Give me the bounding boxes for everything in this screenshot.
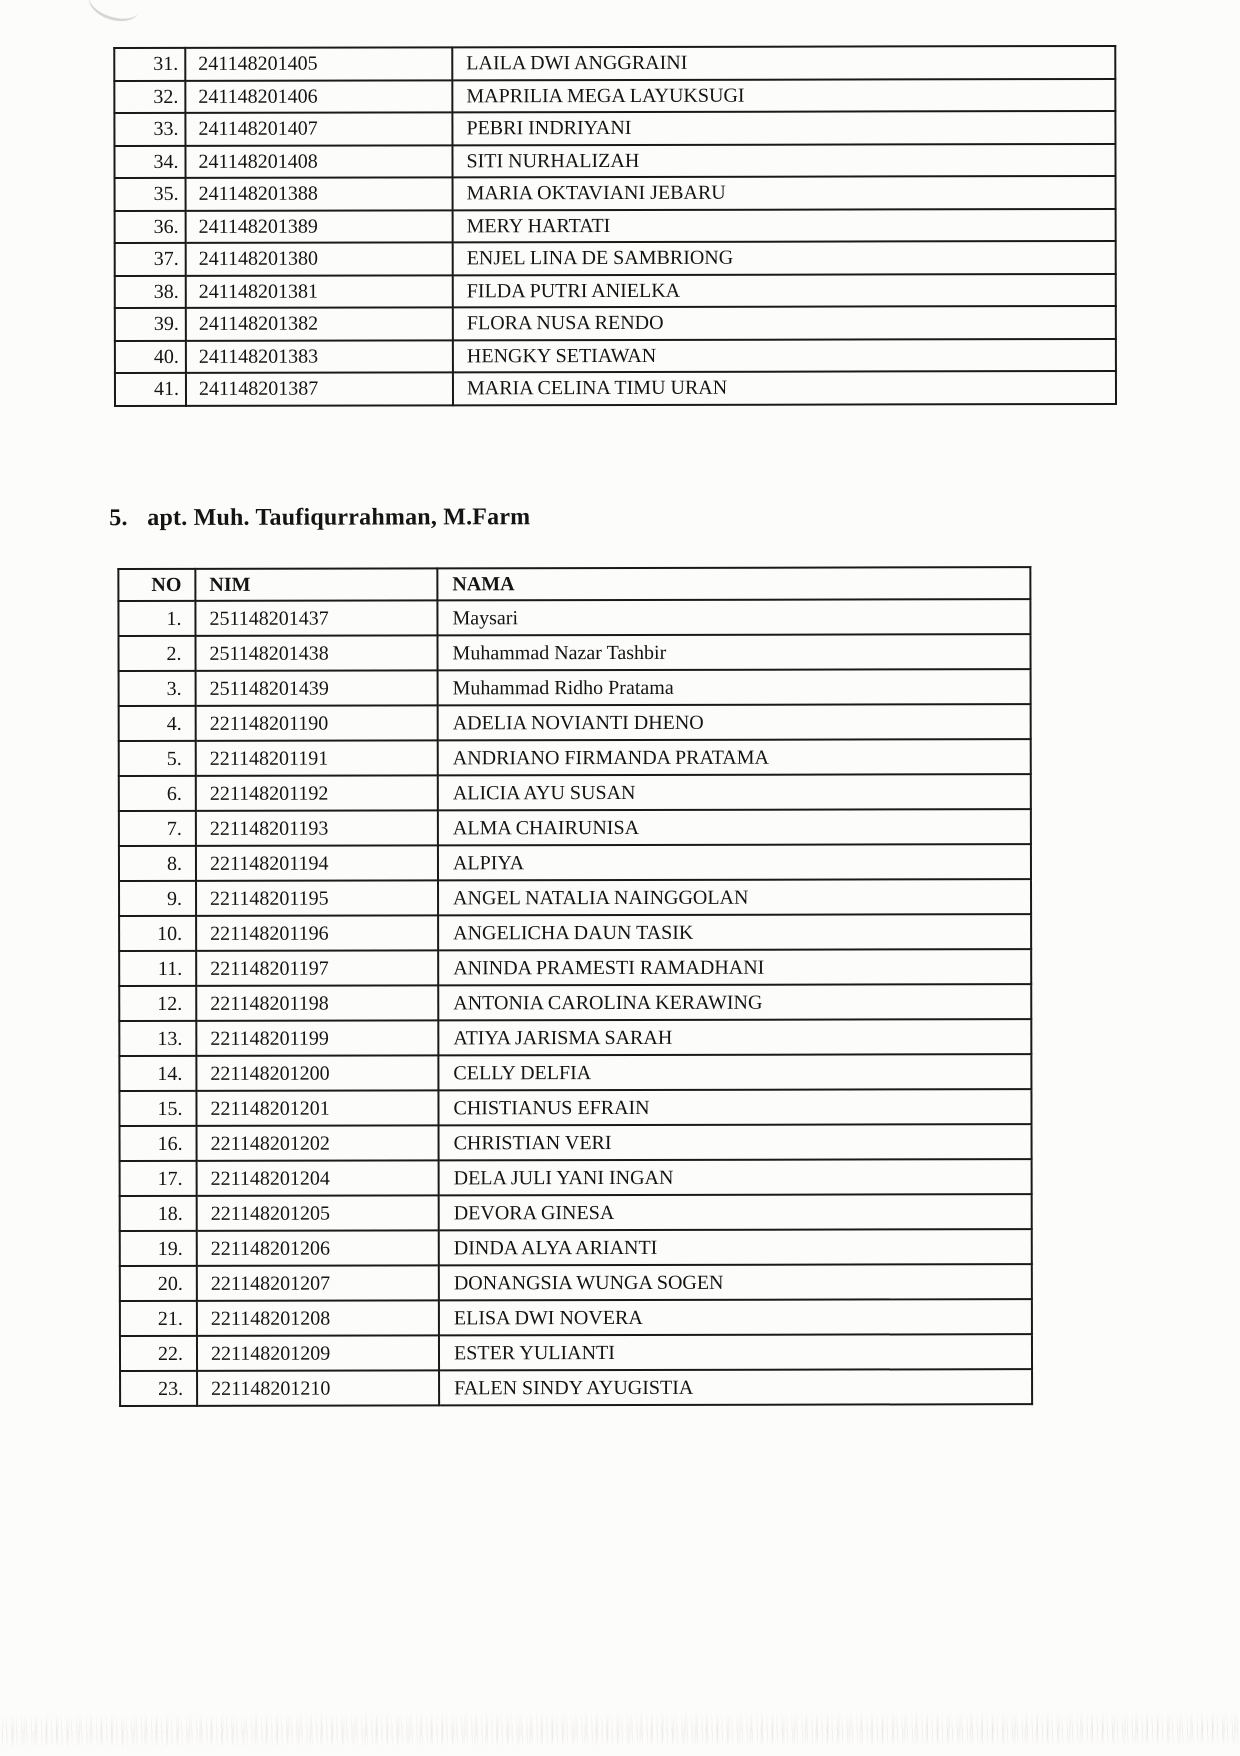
no-cell: 5. bbox=[119, 741, 196, 776]
no-cell: 23. bbox=[120, 1371, 197, 1406]
nim-cell: 221148201197 bbox=[196, 950, 438, 986]
nama-cell: ANGELICHA DAUN TASIK bbox=[438, 914, 1031, 950]
nim-cell: 221148201199 bbox=[196, 1020, 438, 1056]
roster-table-continuation bbox=[113, 45, 1117, 407]
no-cell: 16. bbox=[120, 1126, 197, 1161]
nim-cell: 221148201193 bbox=[196, 810, 438, 846]
section-title: apt. Muh. Taufiqurrahman, M.Farm bbox=[147, 504, 531, 531]
no-cell: 32. bbox=[114, 80, 185, 113]
table-row bbox=[115, 176, 1116, 211]
nama-cell: CHRISTIAN VERI bbox=[439, 1124, 1032, 1160]
table-row bbox=[119, 809, 1031, 846]
nama-cell: SITI NURHALIZAH bbox=[452, 143, 1115, 177]
nim-cell: 221148201202 bbox=[197, 1125, 439, 1161]
no-cell: 36. bbox=[115, 210, 186, 243]
nim-cell: 221148201198 bbox=[196, 985, 438, 1021]
table-row bbox=[119, 774, 1031, 811]
nama-cell: FLORA NUSA RENDO bbox=[453, 306, 1116, 340]
table-row bbox=[120, 1369, 1032, 1406]
nama-cell: FILDA PUTRI ANIELKA bbox=[453, 273, 1116, 307]
nama-cell: DEVORA GINESA bbox=[439, 1194, 1032, 1230]
table-row bbox=[120, 1264, 1032, 1301]
table-row bbox=[119, 984, 1031, 1021]
table-row bbox=[115, 208, 1116, 243]
nama-cell: HENGKY SETIAWAN bbox=[453, 338, 1116, 372]
no-cell: 40. bbox=[115, 340, 186, 373]
table-row bbox=[120, 1194, 1032, 1231]
nama-cell: ALMA CHAIRUNISA bbox=[438, 809, 1031, 845]
table-row bbox=[120, 1334, 1032, 1371]
nim-cell: 221148201200 bbox=[196, 1055, 438, 1091]
nim-cell: 251148201437 bbox=[195, 600, 437, 636]
no-cell: 39. bbox=[115, 308, 186, 341]
table-row bbox=[114, 78, 1115, 113]
table-row bbox=[119, 914, 1031, 951]
header-nama: NAMA bbox=[437, 567, 1030, 600]
nama-cell: MAPRILIA MEGA LAYUKSUGI bbox=[452, 78, 1115, 112]
nim-cell: 221148201190 bbox=[196, 705, 438, 741]
nama-cell: Muhammad Nazar Tashbir bbox=[437, 634, 1030, 670]
table-row bbox=[119, 739, 1031, 776]
roster-table-head bbox=[118, 567, 1030, 601]
no-cell: 3. bbox=[119, 671, 196, 706]
table-row bbox=[120, 1159, 1032, 1196]
nama-cell: DINDA ALYA ARIANTI bbox=[439, 1229, 1032, 1265]
table-row bbox=[119, 1089, 1031, 1126]
table-header-row bbox=[118, 567, 1030, 601]
nim-cell: 241148201383 bbox=[186, 340, 453, 373]
nama-cell: ANDRIANO FIRMANDA PRATAMA bbox=[438, 739, 1031, 775]
table-row bbox=[120, 1229, 1032, 1266]
nama-cell: ESTER YULIANTI bbox=[439, 1334, 1032, 1370]
table-row bbox=[114, 111, 1115, 146]
table-row bbox=[115, 273, 1116, 308]
nim-cell: 221148201210 bbox=[197, 1370, 439, 1406]
table-row bbox=[115, 306, 1116, 341]
no-cell: 34. bbox=[114, 145, 185, 178]
nama-cell: CHISTIANUS EFRAIN bbox=[438, 1089, 1031, 1125]
nim-cell: 241148201387 bbox=[186, 372, 453, 405]
nama-cell: LAILA DWI ANGGRAINI bbox=[452, 46, 1115, 80]
no-cell: 10. bbox=[119, 916, 196, 951]
nama-cell: DONANGSIA WUNGA SOGEN bbox=[439, 1264, 1032, 1300]
table-row bbox=[119, 844, 1031, 881]
nama-cell: ANINDA PRAMESTI RAMADHANI bbox=[438, 949, 1031, 985]
table-row bbox=[119, 1054, 1031, 1091]
nim-cell: 241148201382 bbox=[186, 307, 453, 340]
nama-cell: ELISA DWI NOVERA bbox=[439, 1299, 1032, 1335]
no-cell: 8. bbox=[119, 846, 196, 881]
no-cell: 18. bbox=[120, 1196, 197, 1231]
table-row bbox=[119, 1019, 1031, 1056]
table-row bbox=[115, 241, 1116, 276]
scan-artifact-mark bbox=[84, 0, 144, 27]
header-no: NO bbox=[118, 569, 195, 601]
no-cell: 20. bbox=[120, 1266, 197, 1301]
no-cell: 41. bbox=[115, 373, 186, 406]
nama-cell: MARIA CELINA TIMU URAN bbox=[453, 371, 1116, 405]
table-row bbox=[115, 371, 1116, 406]
table-row bbox=[114, 46, 1115, 81]
nim-cell: 221148201206 bbox=[197, 1230, 439, 1266]
no-cell: 17. bbox=[120, 1161, 197, 1196]
no-cell: 9. bbox=[119, 881, 196, 916]
nim-cell: 221148201209 bbox=[197, 1335, 439, 1371]
no-cell: 31. bbox=[114, 48, 185, 81]
nim-cell: 241148201381 bbox=[186, 275, 453, 308]
no-cell: 2. bbox=[118, 636, 195, 671]
nim-cell: 241148201408 bbox=[185, 145, 452, 178]
nim-cell: 251148201438 bbox=[195, 635, 437, 671]
nama-cell: ENJEL LINA DE SAMBRIONG bbox=[453, 241, 1116, 275]
scan-noise-band bbox=[2, 1711, 1240, 1748]
nama-cell: DELA JULI YANI INGAN bbox=[439, 1159, 1032, 1195]
nim-cell: 221148201194 bbox=[196, 845, 438, 881]
no-cell: 35. bbox=[115, 178, 186, 211]
header-nim: NIM bbox=[195, 568, 437, 601]
nim-cell: 221148201201 bbox=[196, 1090, 438, 1126]
nim-cell: 221148201204 bbox=[197, 1160, 439, 1196]
nim-cell: 241148201389 bbox=[186, 210, 453, 243]
roster-table bbox=[117, 566, 1033, 1407]
section-heading bbox=[109, 504, 530, 532]
nama-cell: ALICIA AYU SUSAN bbox=[438, 774, 1031, 810]
nama-cell: ANTONIA CAROLINA KERAWING bbox=[438, 984, 1031, 1020]
nama-cell: MERY HARTATI bbox=[453, 208, 1116, 242]
no-cell: 37. bbox=[115, 243, 186, 276]
nim-cell: 241148201405 bbox=[185, 47, 452, 80]
table-row bbox=[119, 704, 1031, 741]
nim-cell: 221148201192 bbox=[196, 775, 438, 811]
table-row bbox=[120, 1299, 1032, 1336]
nim-cell: 221148201207 bbox=[197, 1265, 439, 1301]
nim-cell: 241148201380 bbox=[186, 242, 453, 275]
nama-cell: Muhammad Ridho Pratama bbox=[438, 669, 1031, 705]
nama-cell: PEBRI INDRIYANI bbox=[452, 111, 1115, 145]
section-number: 5. bbox=[109, 505, 128, 532]
no-cell: 13. bbox=[119, 1021, 196, 1056]
nama-cell: ATIYA JARISMA SARAH bbox=[438, 1019, 1031, 1055]
nama-cell: ADELIA NOVIANTI DHENO bbox=[438, 704, 1031, 740]
table-row bbox=[118, 634, 1030, 671]
table-row bbox=[114, 143, 1115, 178]
no-cell: 38. bbox=[115, 275, 186, 308]
nim-cell: 241148201407 bbox=[185, 112, 452, 145]
table-row bbox=[119, 669, 1031, 706]
nama-cell: ANGEL NATALIA NAINGGOLAN bbox=[438, 879, 1031, 915]
no-cell: 6. bbox=[119, 776, 196, 811]
table-row bbox=[115, 338, 1116, 373]
no-cell: 7. bbox=[119, 811, 196, 846]
nim-cell: 221148201191 bbox=[196, 740, 438, 776]
no-cell: 14. bbox=[119, 1056, 196, 1091]
nama-cell: CELLY DELFIA bbox=[438, 1054, 1031, 1090]
no-cell: 11. bbox=[119, 951, 196, 986]
no-cell: 15. bbox=[119, 1091, 196, 1126]
no-cell: 33. bbox=[114, 113, 185, 146]
nama-cell: MARIA OKTAVIANI JEBARU bbox=[453, 176, 1116, 210]
nim-cell: 221148201205 bbox=[197, 1195, 439, 1231]
nama-cell: Maysari bbox=[437, 599, 1030, 635]
nim-cell: 221148201195 bbox=[196, 880, 438, 916]
no-cell: 12. bbox=[119, 986, 196, 1021]
no-cell: 1. bbox=[118, 601, 195, 636]
nim-cell: 251148201439 bbox=[196, 670, 438, 706]
roster-table-continuation-body bbox=[114, 46, 1116, 406]
nama-cell: ALPIYA bbox=[438, 844, 1031, 880]
no-cell: 22. bbox=[120, 1336, 197, 1371]
nim-cell: 221148201208 bbox=[197, 1300, 439, 1336]
nim-cell: 241148201388 bbox=[186, 177, 453, 210]
roster-table-body bbox=[118, 599, 1032, 1406]
table-row bbox=[118, 599, 1030, 636]
no-cell: 4. bbox=[119, 706, 196, 741]
nim-cell: 241148201406 bbox=[185, 80, 452, 113]
table-row bbox=[119, 879, 1031, 916]
table-row bbox=[120, 1124, 1032, 1161]
nama-cell: FALEN SINDY AYUGISTIA bbox=[439, 1369, 1032, 1405]
nim-cell: 221148201196 bbox=[196, 915, 438, 951]
no-cell: 19. bbox=[120, 1231, 197, 1266]
table-row bbox=[119, 949, 1031, 986]
no-cell: 21. bbox=[120, 1301, 197, 1336]
